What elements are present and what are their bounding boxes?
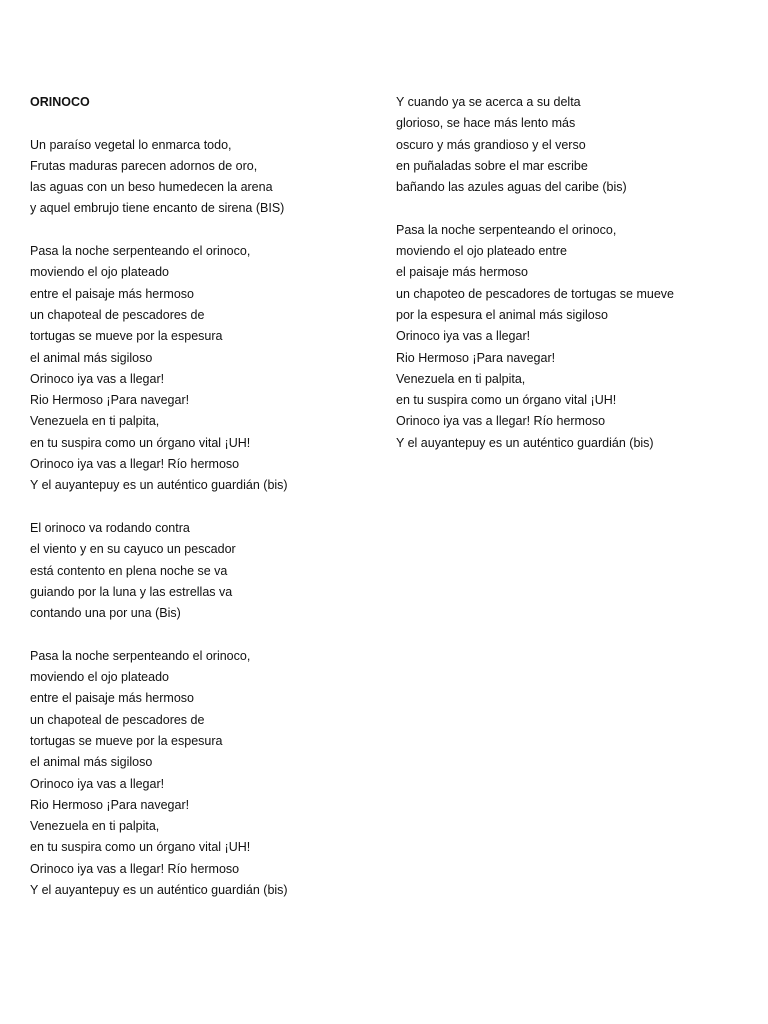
verse-line: las aguas con un beso humedecen la arena: [30, 180, 273, 195]
verse-line: el viento y en su cayuco un pescador: [30, 542, 236, 557]
verse-line: un chapoteal de pescadores de: [30, 712, 205, 727]
verse-line: guiando por la luna y las estrellas va: [30, 584, 233, 599]
verse-line: moviendo el ojo plateado entre: [396, 244, 567, 259]
verse-line: bañando las azules aguas del caribe (bis): [396, 180, 627, 195]
verse-line: Venezuela en ti palpita,: [30, 819, 160, 834]
verse-line: Orinoco iya vas a llegar! Río hermoso: [396, 414, 606, 429]
left-stanzas: [30, 135, 370, 902]
stanza: [30, 135, 370, 220]
verse-line: Orinoco iya vas a llegar! Río hermoso: [30, 457, 240, 472]
verse-line: Y el auyantepuy es un auténtico guardián (bis): [30, 478, 288, 493]
verse-line: un chapoteo de pescadores de tortugas se mueve: [396, 286, 674, 301]
stanza: [396, 220, 746, 454]
verse-line: Pasa la noche serpenteando el orinoco,: [30, 244, 251, 259]
verse-line: Y el auyantepuy es un auténtico guardián (bis): [30, 882, 288, 897]
verse-line: tortugas se mueve por la espesura: [30, 329, 223, 344]
verse-line: un chapoteal de pescadores de: [30, 307, 205, 322]
verse-line: El orinoco va rodando contra: [30, 520, 190, 535]
stanza: [30, 646, 370, 902]
verse-line: moviendo el ojo plateado: [30, 670, 169, 685]
verse-line: Y el auyantepuy es un auténtico guardián (bis): [396, 435, 654, 450]
verse-line: Pasa la noche serpenteando el orinoco,: [30, 648, 251, 663]
verse-line: entre el paisaje más hermoso: [30, 286, 194, 301]
verse-line: Rio Hermoso ¡Para navegar!: [30, 797, 190, 812]
verse-line: glorioso, se hace más lento más: [396, 116, 576, 131]
stanza: [396, 92, 746, 198]
verse-line: tortugas se mueve por la espesura: [30, 733, 223, 748]
verse-line: y aquel embrujo tiene encanto de sirena (BIS): [30, 201, 285, 216]
verse-line: contando una por una (Bis): [30, 606, 181, 621]
verse-line: en tu suspira como un órgano vital ¡UH!: [396, 393, 617, 408]
verse-line: el paisaje más hermoso: [396, 265, 529, 280]
verse-line: está contento en plena noche se va: [30, 563, 228, 578]
right-column: [396, 92, 746, 475]
verse-line: en tu suspira como un órgano vital ¡UH!: [30, 840, 251, 855]
verse-line: oscuro y más grandioso y el verso: [396, 137, 586, 152]
verse-line: el animal más sigiloso: [30, 755, 153, 770]
verse-line: Orinoco iya vas a llegar! Río hermoso: [30, 861, 240, 876]
stanza: [30, 241, 370, 497]
verse-line: Pasa la noche serpenteando el orinoco,: [396, 222, 617, 237]
verse-line: moviendo el ojo plateado: [30, 265, 169, 280]
stanza: [30, 518, 370, 624]
verse-line: Rio Hermoso ¡Para navegar!: [396, 350, 556, 365]
verse-line: en tu suspira como un órgano vital ¡UH!: [30, 435, 251, 450]
song-title: ORINOCO: [30, 95, 90, 109]
verse-line: Y cuando ya se acerca a su delta: [396, 95, 581, 109]
verse-line: Orinoco iya vas a llegar!: [30, 371, 165, 386]
verse-line: entre el paisaje más hermoso: [30, 691, 194, 706]
verse-line: Orinoco iya vas a llegar!: [30, 776, 165, 791]
verse-line: Rio Hermoso ¡Para navegar!: [30, 393, 190, 408]
verse-line: Venezuela en ti palpita,: [396, 371, 526, 386]
verse-line: Venezuela en ti palpita,: [30, 414, 160, 429]
right-stanzas: [396, 92, 746, 454]
verse-line: el animal más sigiloso: [30, 350, 153, 365]
verse-line: en puñaladas sobre el mar escribe: [396, 158, 588, 173]
verse-line: por la espesura el animal más sigiloso: [396, 307, 608, 322]
verse-line: Orinoco iya vas a llegar!: [396, 329, 531, 344]
left-column: [30, 92, 370, 923]
verse-line: Frutas maduras parecen adornos de oro,: [30, 158, 258, 173]
verse-line: Un paraíso vegetal lo enmarca todo,: [30, 137, 232, 152]
